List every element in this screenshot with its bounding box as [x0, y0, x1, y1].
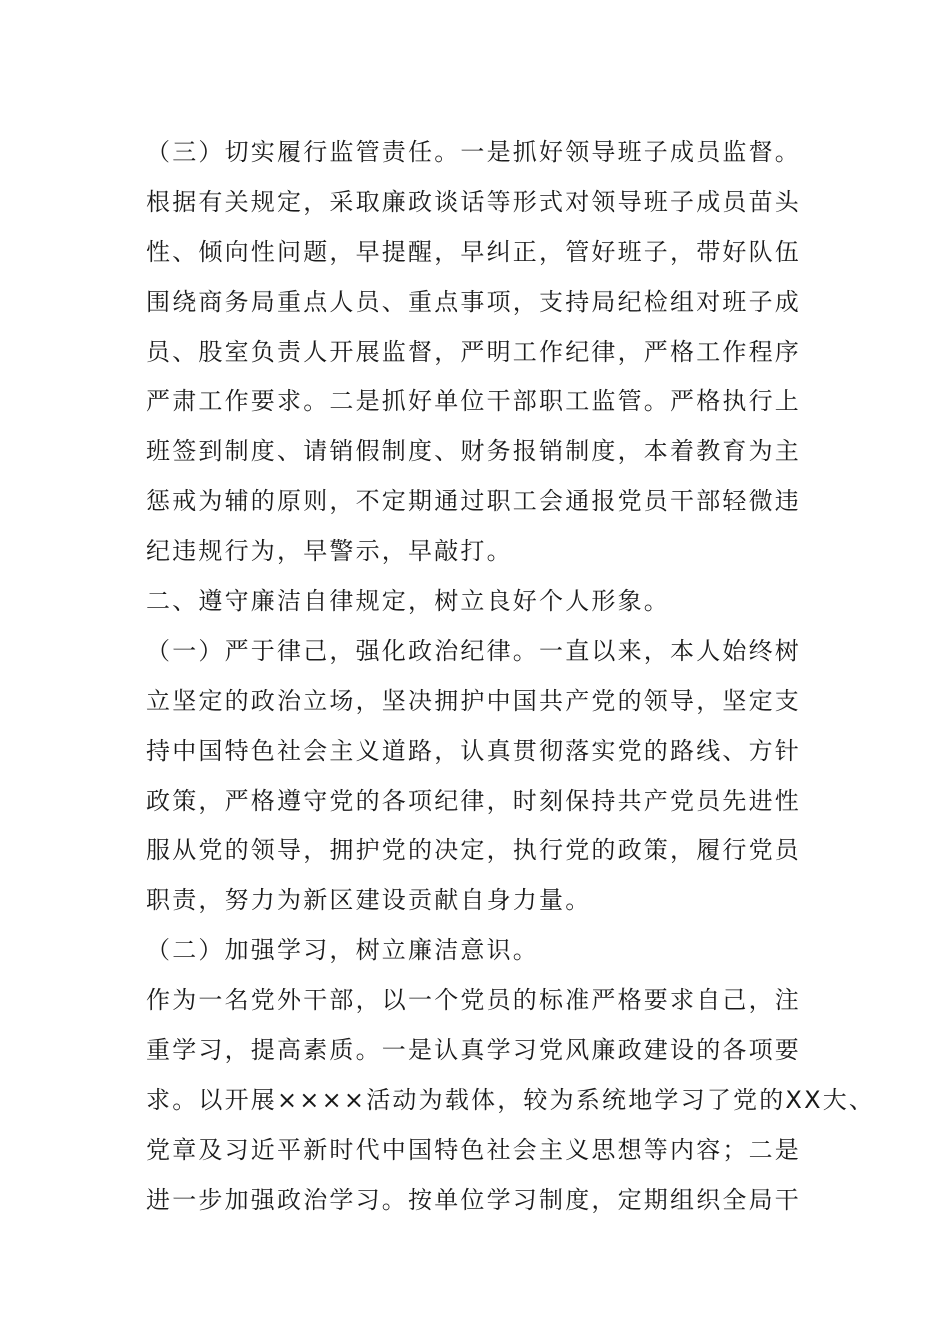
text-line-6: 严肃工作要求。二是抓好单位干部职工监管。严格执行上	[146, 387, 801, 416]
text-line-3: 性、倾向性问题，早提醒，早纠正，管好班子，带好队伍	[146, 237, 801, 266]
text-line-4: 围绕商务局重点人员、重点事项，支持局纪检组对班子成	[146, 287, 801, 316]
text-line-13: 持中国特色社会主义道路，认真贯彻落实党的路线、方针	[146, 736, 801, 765]
section-heading-2: 二、遵守廉洁自律规定，树立良好个人形象。	[146, 587, 670, 616]
text-line-11: （一）严于律己，强化政治纪律。一直以来，本人始终树	[146, 636, 801, 665]
text-line-15: 服从党的领导，拥护党的决定，执行党的政策，履行党员	[146, 836, 801, 865]
text-line-19: 重学习，提高素质。一是认真学习党风廉政建设的各项要	[146, 1036, 801, 1065]
text-line-14: 政策，严格遵守党的各项纪律，时刻保持共产党员先进性	[146, 786, 801, 815]
text-line-21: 党章及习近平新时代中国特色社会主义思想等内容；二是	[146, 1135, 801, 1164]
text-line-8: 惩戒为辅的原则，不定期通过职工会通报党员干部轻微违	[146, 487, 801, 516]
text-line-22: 进一步加强政治学习。按单位学习制度，定期组织全局干	[146, 1185, 801, 1214]
text-line-7: 班签到制度、请销假制度、财务报销制度，本着教育为主	[146, 437, 801, 466]
text-line-9: 纪违规行为，早警示，早敲打。	[146, 537, 513, 566]
text-line-18: 作为一名党外干部，以一个党员的标准严格要求自己，注	[146, 986, 801, 1015]
text-line-12: 立坚定的政治立场，坚决拥护中国共产党的领导，坚定支	[146, 686, 801, 715]
text-line-16: 职责，努力为新区建设贡献自身力量。	[146, 886, 592, 915]
text-line-5: 员、股室负责人开展监督，严明工作纪律，严格工作程序	[146, 337, 801, 366]
document-body	[146, 128, 876, 1226]
text-line-20: 求。以开展××××活动为载体，较为系统地学习了党的XX大、	[146, 1085, 876, 1114]
text-line-2: 根据有关规定，采取廉政谈话等形式对领导班子成员苗头	[146, 187, 801, 216]
subsection-heading-2: （二）加强学习，树立廉洁意识。	[146, 936, 539, 965]
text-line-1: （三）切实履行监管责任。一是抓好领导班子成员监督。	[146, 138, 801, 166]
